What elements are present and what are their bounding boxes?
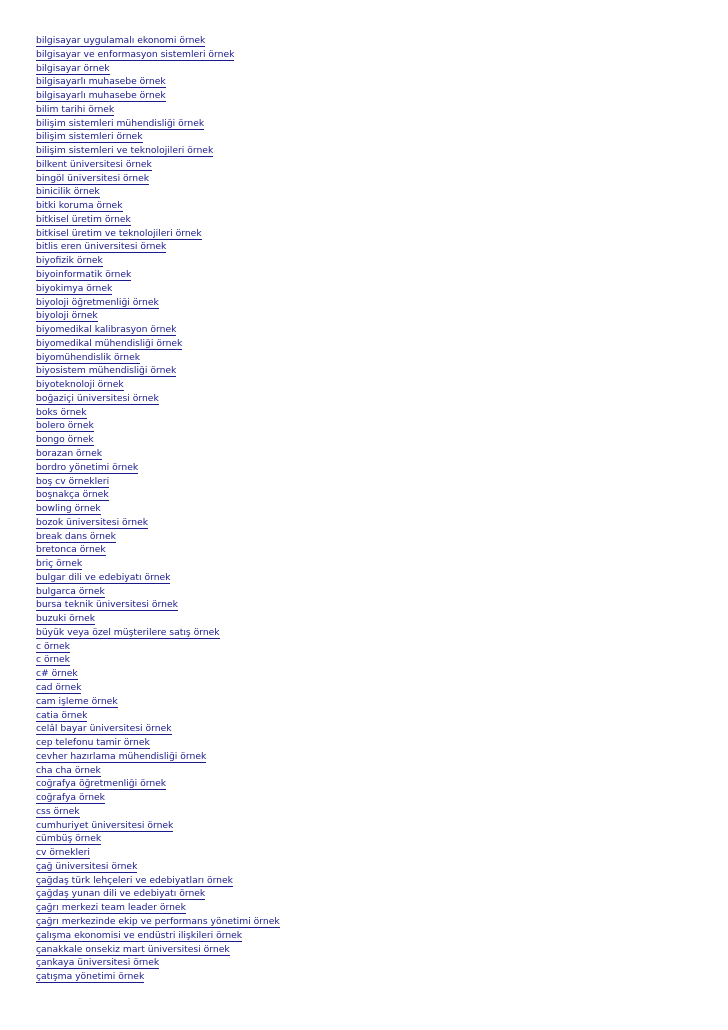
list-item <box>36 899 280 913</box>
list-item <box>36 885 280 899</box>
link[interactable]: biyoloji örnek <box>36 310 98 322</box>
list-item <box>36 170 280 184</box>
list-item <box>36 60 280 74</box>
link[interactable]: bilim tarihi örnek <box>36 103 115 115</box>
list-item <box>36 569 280 583</box>
list-item <box>36 610 280 624</box>
link[interactable]: bilgisayar uygulamalı ekonomi örnek <box>36 35 206 46</box>
link[interactable]: çağ üniversitesi örnek <box>36 860 138 872</box>
list-item <box>36 266 280 280</box>
list-item <box>36 734 280 748</box>
link[interactable]: biyokimya örnek <box>36 282 113 294</box>
list-item <box>36 858 280 872</box>
link[interactable]: biyomedikal mühendisliği örnek <box>36 337 183 349</box>
list-item <box>36 624 280 638</box>
list-item <box>36 294 280 308</box>
link[interactable]: cep telefonu tamir örnek <box>36 737 150 749</box>
link[interactable]: break dans örnek <box>36 530 116 542</box>
list-item <box>36 583 280 597</box>
link[interactable]: cumhuriyet üniversitesi örnek <box>36 819 174 831</box>
list-item <box>36 404 280 418</box>
list-item <box>36 280 280 294</box>
link[interactable]: buzuki örnek <box>36 613 96 625</box>
link[interactable]: bulgar dili ve edebiyatı örnek <box>36 571 171 583</box>
list-item <box>36 541 280 555</box>
link[interactable]: bilişim sistemleri ve teknolojileri örnek <box>36 145 214 157</box>
link[interactable]: bingöl üniversitesi örnek <box>36 172 150 184</box>
link[interactable]: cam işleme örnek <box>36 695 118 707</box>
list-item <box>36 665 280 679</box>
list-item <box>36 445 280 459</box>
link[interactable]: bongo örnek <box>36 434 94 446</box>
link[interactable]: çağrı merkezinde ekip ve performans yönetimi örnek <box>36 916 280 927</box>
list-item <box>36 762 280 776</box>
link[interactable]: boğaziçi üniversitesi örnek <box>36 392 159 404</box>
link[interactable]: bitki koruma örnek <box>36 200 123 212</box>
link[interactable]: biyoinformatik örnek <box>36 269 132 281</box>
link[interactable]: binicilik örnek <box>36 186 100 198</box>
link[interactable]: bordro yönetimi örnek <box>36 461 139 473</box>
link[interactable]: çağrı merkezi team leader örnek <box>36 902 186 914</box>
list-item <box>36 225 280 239</box>
link[interactable]: coğrafya örnek <box>36 792 106 804</box>
list-item <box>36 376 280 390</box>
list-item <box>36 417 280 431</box>
link[interactable]: biyoteknoloji örnek <box>36 379 124 391</box>
link[interactable]: c örnek <box>36 640 71 652</box>
list-item <box>36 46 280 60</box>
link[interactable]: bilişim sistemleri mühendisliği örnek <box>36 117 205 129</box>
link[interactable]: biyomühendislik örnek <box>36 351 141 363</box>
list-item <box>36 307 280 321</box>
link[interactable]: cha cha örnek <box>36 764 101 776</box>
link[interactable]: biyofizik örnek <box>36 255 103 267</box>
list-item <box>36 335 280 349</box>
list-item <box>36 156 280 170</box>
link[interactable]: bozok üniversitesi örnek <box>36 516 149 528</box>
list-item <box>36 638 280 652</box>
list-item <box>36 651 280 665</box>
list-item <box>36 775 280 789</box>
list-item <box>36 872 280 886</box>
link[interactable]: borazan örnek <box>36 447 103 459</box>
link[interactable]: boş cv örnekleri <box>36 475 110 487</box>
link[interactable]: bulgarca örnek <box>36 585 105 597</box>
list-item <box>36 844 280 858</box>
list-item <box>36 528 280 542</box>
list-item <box>36 954 280 968</box>
link[interactable]: çatışma yönetimi örnek <box>36 971 145 983</box>
list-item <box>36 500 280 514</box>
list-item <box>36 321 280 335</box>
list-item <box>36 459 280 473</box>
link[interactable]: briç örnek <box>36 558 83 570</box>
list-item <box>36 707 280 721</box>
link[interactable]: biyosistem mühendisliği örnek <box>36 365 177 377</box>
link[interactable]: bretonca örnek <box>36 544 106 556</box>
link[interactable]: bitkisel üretim ve teknolojileri örnek <box>36 227 202 239</box>
list-item <box>36 349 280 363</box>
list-item <box>36 390 280 404</box>
list-item <box>36 101 280 115</box>
link[interactable]: coğrafya öğretmenliği örnek <box>36 778 167 790</box>
link[interactable]: bitlis eren üniversitesi örnek <box>36 241 167 253</box>
link[interactable]: büyük veya özel müşterilere satış örnek <box>36 626 220 638</box>
list-item <box>36 32 280 46</box>
list-item <box>36 183 280 197</box>
link[interactable]: biyomedikal kalibrasyon örnek <box>36 324 177 336</box>
list-item <box>36 514 280 528</box>
link[interactable]: bolero örnek <box>36 420 94 432</box>
link[interactable]: çağdaş türk lehçeleri ve edebiyatları örnek <box>36 874 233 886</box>
list-item <box>36 486 280 500</box>
list-item <box>36 830 280 844</box>
link[interactable]: bitkisel üretim örnek <box>36 213 131 225</box>
link[interactable]: bilkent üniversitesi örnek <box>36 158 152 170</box>
link[interactable]: çalışma ekonomisi ve endüstri ilişkileri örnek <box>36 929 243 941</box>
list-item <box>36 913 280 927</box>
link[interactable]: c# örnek <box>36 668 78 680</box>
list-item <box>36 197 280 211</box>
list-item <box>36 473 280 487</box>
link[interactable]: c örnek <box>36 654 71 666</box>
list-item <box>36 238 280 252</box>
link[interactable]: cad örnek <box>36 681 82 693</box>
list-item <box>36 555 280 569</box>
list-item <box>36 941 280 955</box>
link[interactable]: biyoloji öğretmenliği örnek <box>36 296 159 308</box>
list-item <box>36 211 280 225</box>
link[interactable]: css örnek <box>36 805 80 817</box>
list-item <box>36 87 280 101</box>
link-list <box>36 32 280 982</box>
list-item <box>36 748 280 762</box>
link[interactable]: boks örnek <box>36 406 87 418</box>
link[interactable]: cevher hazırlama mühendisliği örnek <box>36 750 207 762</box>
link[interactable]: catia örnek <box>36 709 88 721</box>
list-item <box>36 679 280 693</box>
list-item <box>36 73 280 87</box>
link[interactable]: bilgisayar örnek <box>36 62 110 74</box>
list-item <box>36 128 280 142</box>
link[interactable]: cv örnekleri <box>36 847 90 859</box>
list-item <box>36 362 280 376</box>
link[interactable]: bilişim sistemleri örnek <box>36 131 143 143</box>
list-item <box>36 142 280 156</box>
list-item <box>36 115 280 129</box>
link[interactable]: bowling örnek <box>36 503 101 515</box>
list-item <box>36 817 280 831</box>
list-item <box>36 927 280 941</box>
link[interactable]: bilgisayar ve enformasyon sistemleri örnek <box>36 48 235 60</box>
list-item <box>36 596 280 610</box>
link[interactable]: bilgisayarlı muhasebe örnek <box>36 90 166 102</box>
link[interactable]: çankaya üniversitesi örnek <box>36 957 160 969</box>
link[interactable]: çanakkale onsekiz mart üniversitesi örnek <box>36 943 230 955</box>
link[interactable]: çağdaş yunan dili ve edebiyatı örnek <box>36 888 206 900</box>
list-item <box>36 968 280 982</box>
list-item <box>36 803 280 817</box>
link[interactable]: bilgisayarlı muhasebe örnek <box>36 76 166 88</box>
list-item <box>36 720 280 734</box>
list-item <box>36 431 280 445</box>
list-item <box>36 252 280 266</box>
link[interactable]: celâl bayar üniversitesi örnek <box>36 723 172 735</box>
link[interactable]: cümbüş örnek <box>36 833 102 845</box>
list-item <box>36 789 280 803</box>
link[interactable]: bursa teknik üniversitesi örnek <box>36 599 178 611</box>
link[interactable]: boşnakça örnek <box>36 489 109 501</box>
list-item <box>36 693 280 707</box>
